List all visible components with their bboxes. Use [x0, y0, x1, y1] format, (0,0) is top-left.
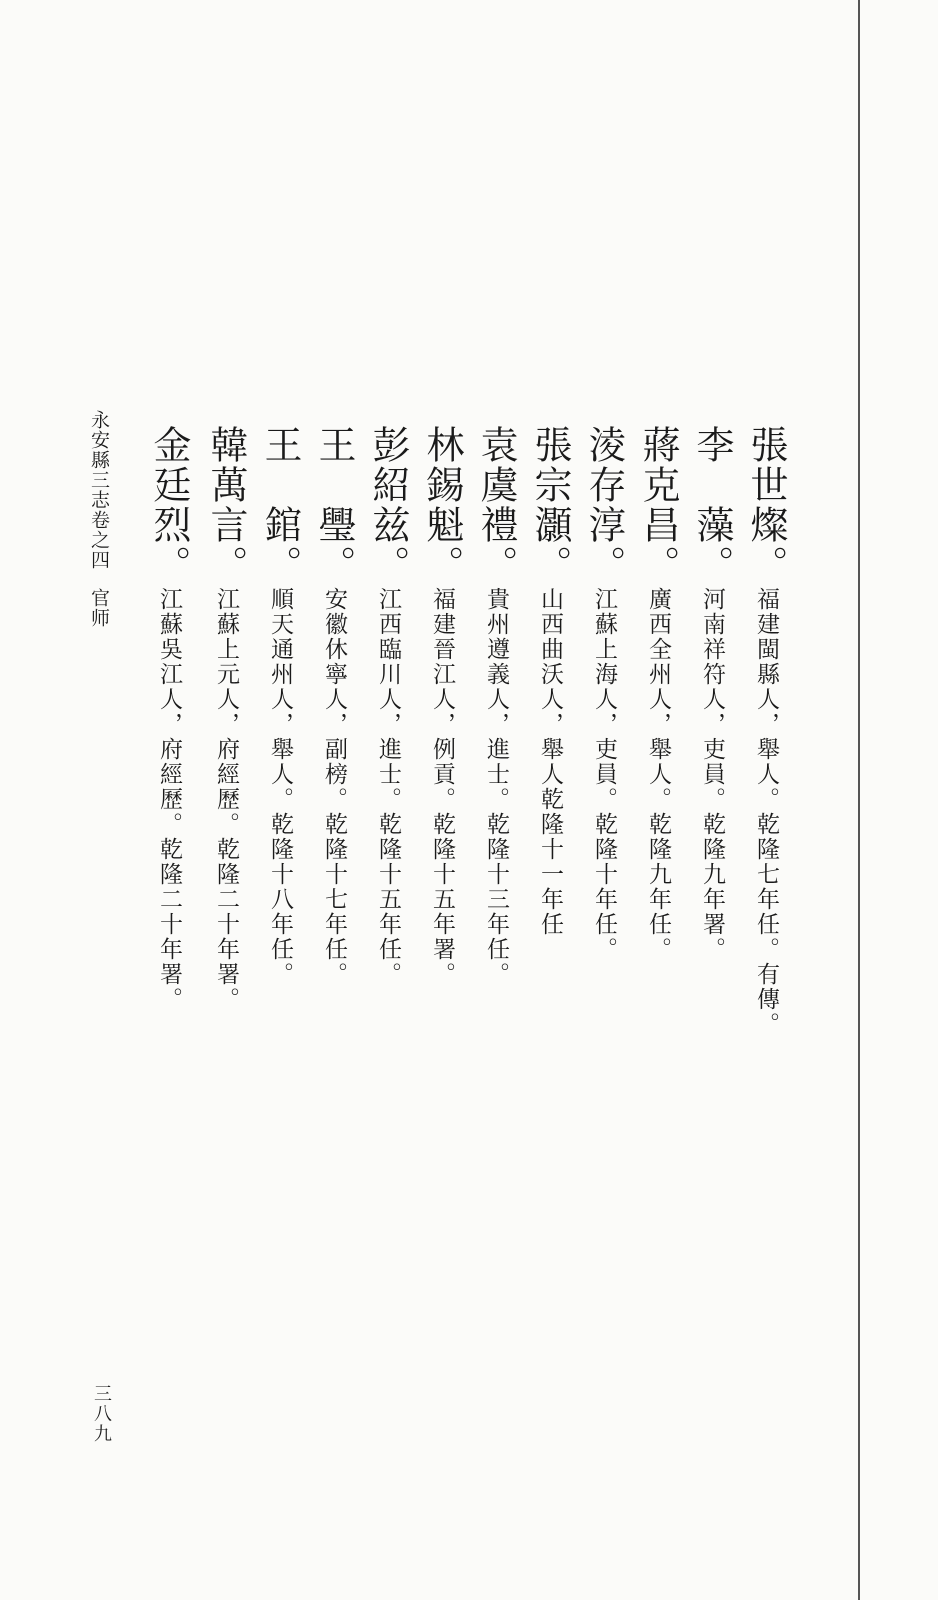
official-name: 王 錧。 — [258, 425, 302, 585]
official-name: 李 藻。 — [690, 425, 734, 585]
official-entry-11 — [204, 425, 248, 1012]
official-detail: 江蘇吳江人，府經歷。乾隆二十年署。 — [156, 587, 182, 1012]
official-detail: 廣西全州人，舉人。乾隆九年任。 — [645, 587, 671, 962]
section-title: 官师 — [88, 588, 110, 628]
official-entry-6 — [474, 425, 518, 987]
binding-rule-line — [858, 0, 860, 1600]
official-name: 彭紹兹。 — [366, 425, 410, 585]
official-name: 淩存淳。 — [582, 425, 626, 585]
official-name: 張宗灝。 — [528, 425, 572, 585]
page-number: 三八九 — [91, 1384, 112, 1444]
official-entry-4 — [582, 425, 626, 962]
official-name: 張世燦。 — [744, 425, 788, 585]
official-name: 袁虞禮。 — [474, 425, 518, 585]
official-entry-7 — [420, 425, 464, 987]
official-name: 蔣克昌。 — [636, 425, 680, 585]
book-title: 永安縣三志卷之四 — [88, 410, 110, 570]
official-entry-12 — [147, 425, 191, 1012]
official-detail: 貴州遵義人，進士。乾隆十三年任。 — [483, 587, 509, 987]
official-detail: 江蘇上元人，府經歷。乾隆二十年署。 — [213, 587, 239, 1012]
official-name: 金廷烈。 — [147, 425, 191, 585]
official-entry-1 — [744, 425, 788, 1037]
official-name: 林錫魁。 — [420, 425, 464, 585]
official-detail: 福建閩縣人，舉人。乾隆七年任。有傳。 — [753, 587, 779, 1037]
official-detail: 福建晉江人，例貢。乾隆十五年署。 — [429, 587, 455, 987]
official-name: 王 璺。 — [312, 425, 356, 585]
official-entry-3 — [636, 425, 680, 962]
official-entry-5 — [528, 425, 572, 937]
official-entry-2 — [690, 425, 734, 962]
official-detail: 山西曲沃人，舉人乾隆十一年任 — [537, 587, 563, 937]
official-entry-8 — [366, 425, 410, 987]
official-entry-9 — [312, 425, 356, 987]
official-detail: 河南祥符人，吏員。乾隆九年署。 — [699, 587, 725, 962]
official-name: 韓萬言。 — [204, 425, 248, 585]
official-detail: 江西臨川人，進士。乾隆十五年任。 — [375, 587, 401, 987]
official-detail: 順天通州人，舉人。乾隆十八年任。 — [267, 587, 293, 987]
running-title — [89, 410, 108, 628]
official-detail: 安徽休寧人，副榜。乾隆十七年任。 — [321, 587, 347, 987]
official-entry-10 — [258, 425, 302, 987]
official-detail: 江蘇上海人，吏員。乾隆十年任。 — [591, 587, 617, 962]
